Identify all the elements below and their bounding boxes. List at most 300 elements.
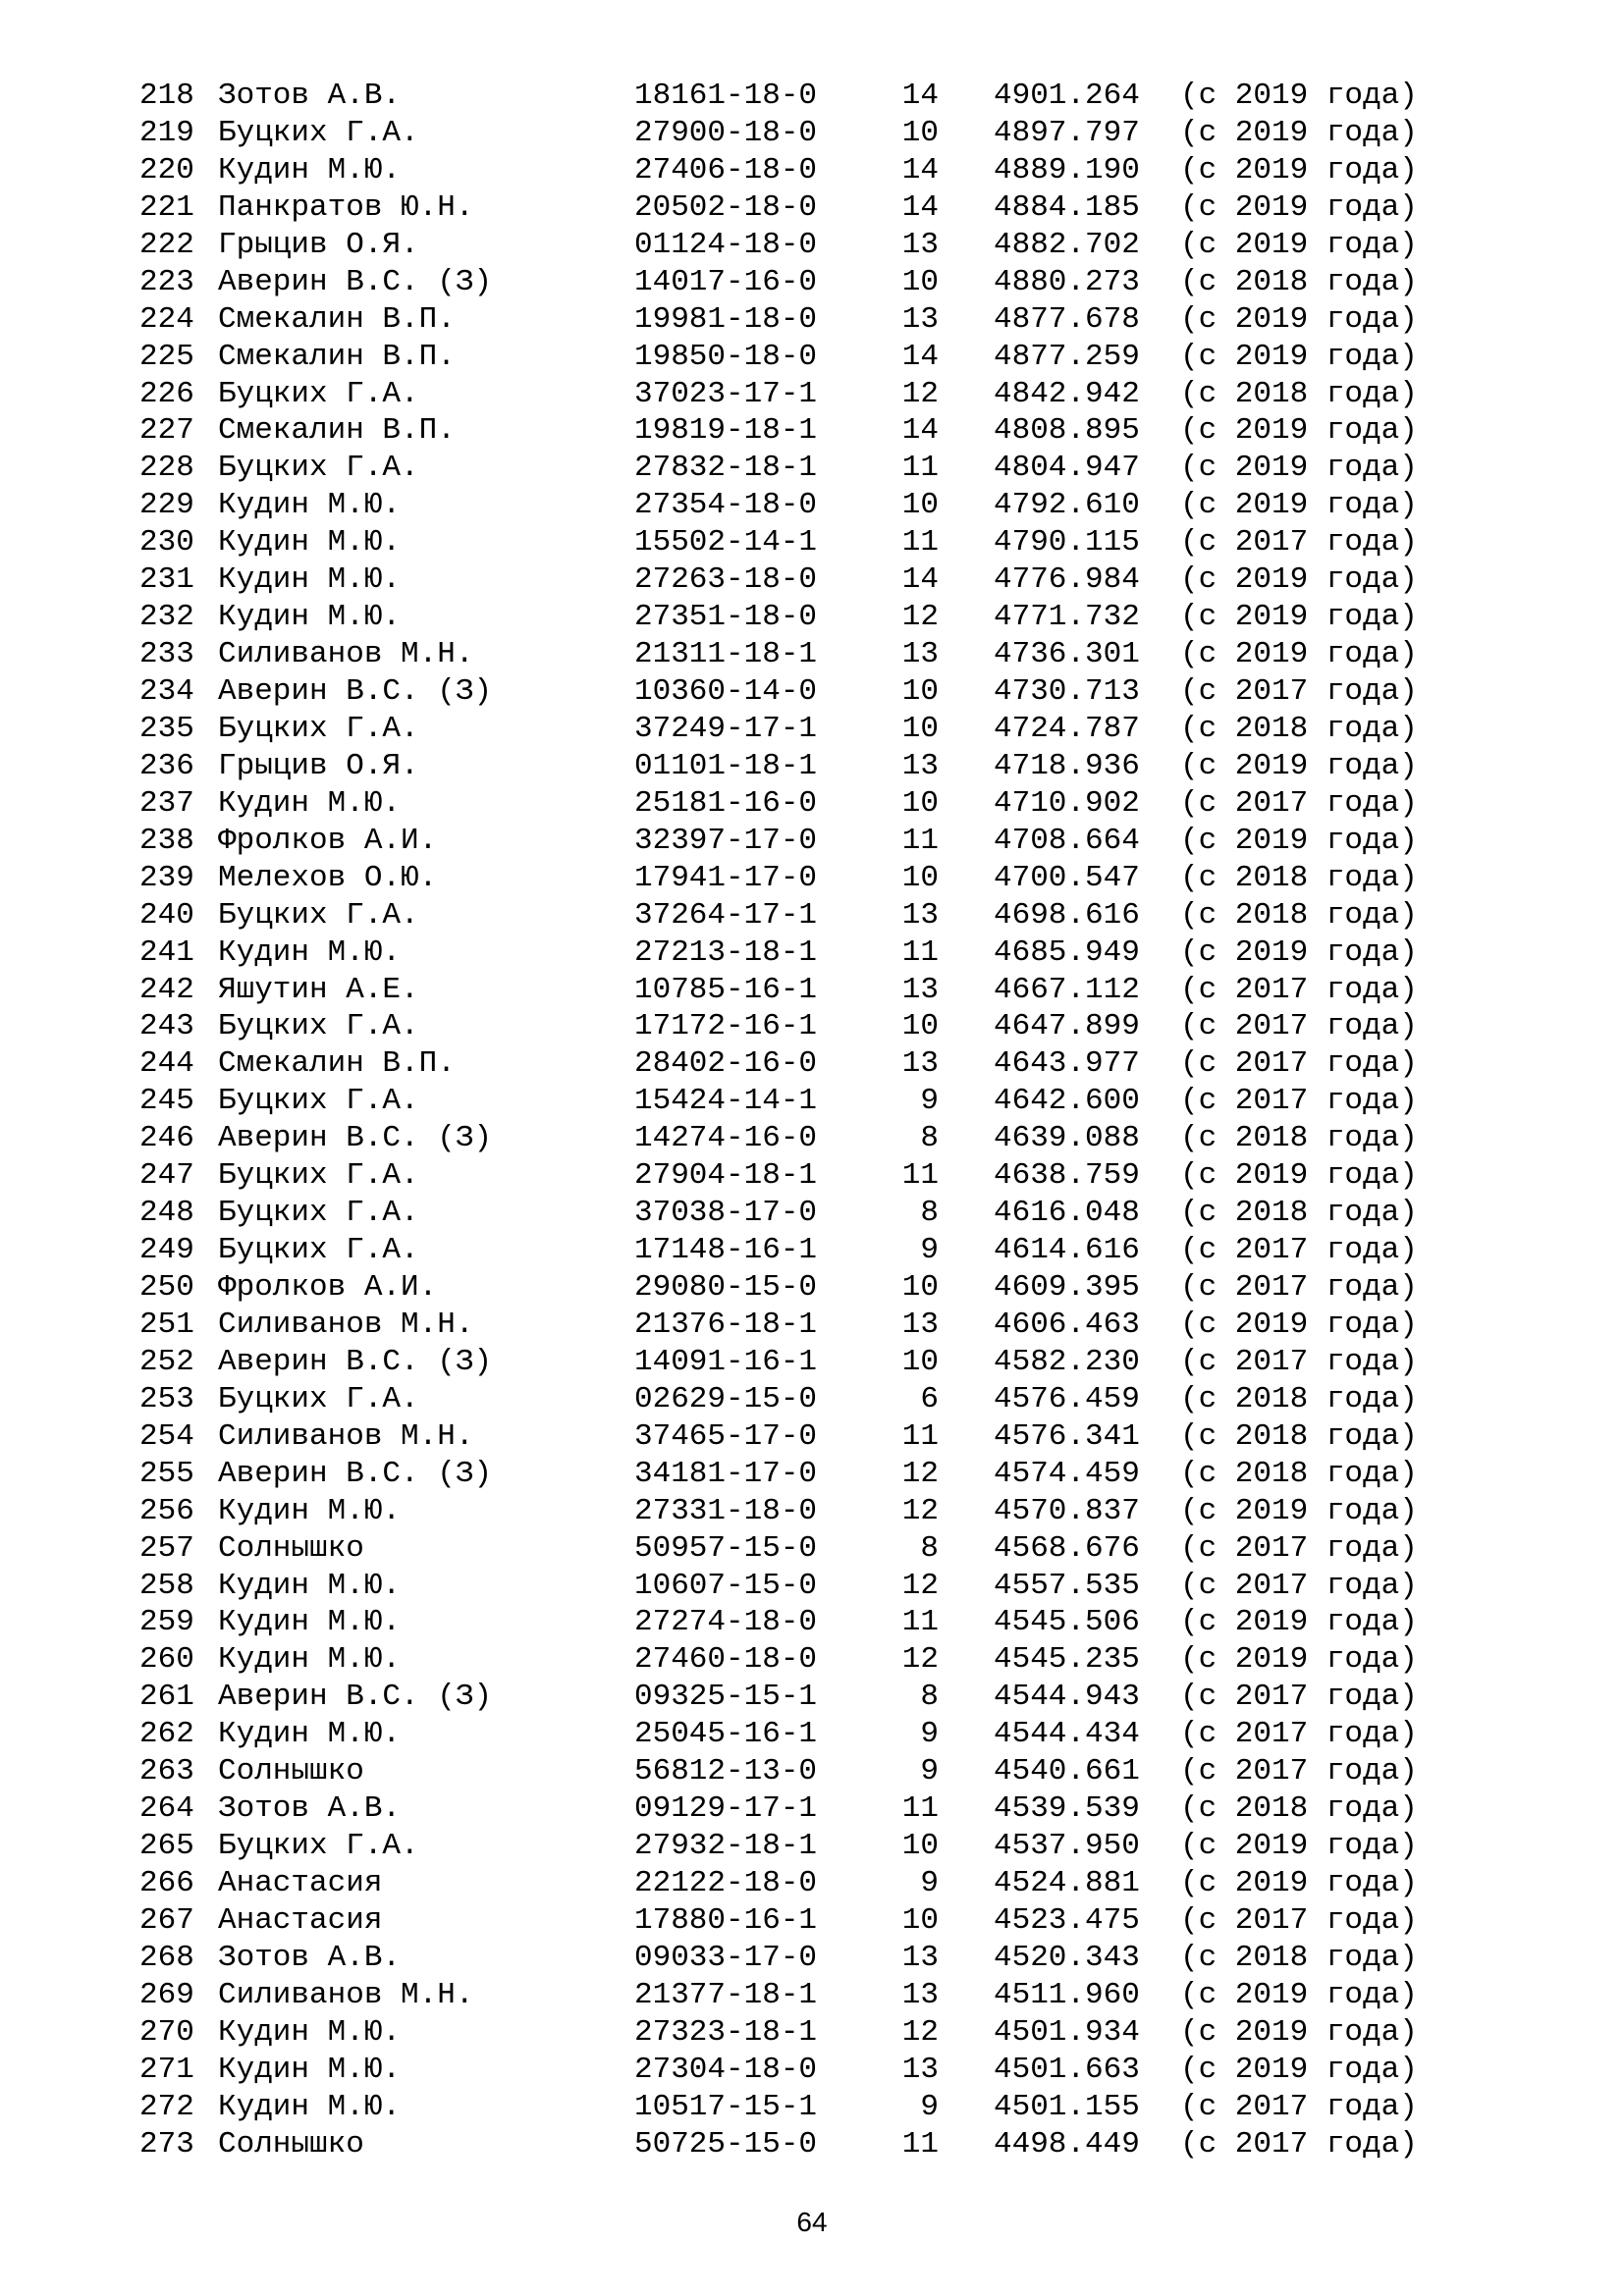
- row-code: 17880-16-1: [634, 1902, 818, 1938]
- row-code: 27406-18-0: [634, 152, 818, 187]
- list-item: [139, 376, 1494, 413]
- row-number: 268: [139, 1940, 194, 1975]
- row-count: 11: [901, 525, 939, 561]
- row-since: (с 2019 года): [1180, 1829, 1418, 1864]
- row-code: 37023-17-1: [634, 376, 818, 411]
- row-score: 4724.787: [994, 711, 1140, 746]
- list-item: [139, 1269, 1494, 1307]
- row-score: 4730.713: [994, 674, 1140, 709]
- list-item: [139, 1307, 1494, 1344]
- row-number: 262: [139, 1717, 194, 1752]
- row-code: 17172-16-1: [634, 1009, 818, 1044]
- row-count: 12: [901, 600, 939, 635]
- row-count: 13: [901, 897, 939, 933]
- row-score: 4638.759: [994, 1158, 1140, 1194]
- row-code: 25045-16-1: [634, 1717, 818, 1752]
- row-since: (с 2019 года): [1180, 637, 1418, 672]
- row-count: 11: [901, 451, 939, 486]
- row-name: Кудин М.Ю.: [218, 934, 402, 970]
- list-item: [139, 1157, 1494, 1195]
- row-count: 13: [901, 301, 939, 337]
- row-since: (с 2019 года): [1180, 1307, 1418, 1342]
- row-number: 233: [139, 637, 194, 672]
- row-code: 56812-13-0: [634, 1754, 818, 1789]
- row-score: 4545.235: [994, 1642, 1140, 1678]
- row-count: 10: [901, 860, 939, 895]
- list-item: [139, 1977, 1494, 2014]
- row-since: (с 2018 года): [1180, 1791, 1418, 1827]
- row-count: 9: [920, 1866, 939, 1900]
- row-count: 11: [901, 934, 939, 970]
- list-item: [139, 972, 1494, 1009]
- row-since: (с 2017 года): [1180, 1754, 1418, 1789]
- row-code: 17148-16-1: [634, 1233, 818, 1268]
- list-item: [139, 1790, 1494, 1828]
- row-score: 4698.616: [994, 897, 1140, 933]
- row-since: (с 2017 года): [1180, 1530, 1418, 1566]
- list-item: [139, 1120, 1494, 1157]
- row-number: 226: [139, 376, 194, 411]
- row-number: 256: [139, 1493, 194, 1528]
- row-code: 19819-18-1: [634, 413, 818, 449]
- row-name: Зотов А.В.: [218, 1940, 402, 1975]
- row-number: 251: [139, 1307, 194, 1342]
- row-number: 225: [139, 339, 194, 374]
- row-score: 4639.088: [994, 1121, 1140, 1156]
- row-since: (с 2017 года): [1180, 1009, 1418, 1044]
- row-code: 02629-15-0: [634, 1381, 818, 1416]
- row-number: 259: [139, 1605, 194, 1640]
- row-score: 4710.902: [994, 785, 1140, 821]
- list-item: [139, 78, 1494, 115]
- row-count: 9: [920, 1754, 939, 1789]
- row-code: 27900-18-0: [634, 115, 818, 150]
- row-count: 10: [901, 1009, 939, 1044]
- row-count: 11: [901, 1791, 939, 1827]
- row-name: Кудин М.Ю.: [218, 525, 402, 561]
- row-number: 269: [139, 1977, 194, 2012]
- row-number: 273: [139, 2126, 194, 2162]
- row-since: (с 2017 года): [1180, 1717, 1418, 1752]
- row-count: 11: [901, 1418, 939, 1454]
- row-number: 238: [139, 823, 194, 858]
- row-since: (с 2019 года): [1180, 600, 1418, 635]
- row-name: Зотов А.В.: [218, 79, 402, 113]
- row-count: 13: [901, 1977, 939, 2012]
- row-number: 253: [139, 1381, 194, 1416]
- row-code: 15502-14-1: [634, 525, 818, 561]
- row-code: 21376-18-1: [634, 1307, 818, 1342]
- row-number: 218: [139, 79, 194, 113]
- row-count: 14: [901, 79, 939, 113]
- row-score: 4557.535: [994, 1568, 1140, 1603]
- ranking-list: [139, 78, 1494, 2163]
- row-number: 257: [139, 1530, 194, 1566]
- row-since: (с 2019 года): [1180, 562, 1418, 598]
- row-name: Солнышко: [218, 1530, 364, 1566]
- row-since: (с 2019 года): [1180, 1642, 1418, 1678]
- row-since: (с 2018 года): [1180, 376, 1418, 411]
- row-count: 10: [901, 1270, 939, 1305]
- row-number: 271: [139, 2052, 194, 2087]
- row-code: 27460-18-0: [634, 1642, 818, 1678]
- row-since: (с 2018 года): [1180, 860, 1418, 895]
- list-item: [139, 711, 1494, 748]
- row-name: Зотов А.В.: [218, 1791, 402, 1827]
- row-score: 4804.947: [994, 451, 1140, 486]
- row-name: Буцких Г.А.: [218, 451, 419, 486]
- row-number: 231: [139, 562, 194, 598]
- row-score: 4901.264: [994, 79, 1140, 113]
- list-item: [139, 2126, 1494, 2163]
- row-code: 34181-17-0: [634, 1456, 818, 1491]
- row-code: 17941-17-0: [634, 860, 818, 895]
- row-code: 25181-16-0: [634, 785, 818, 821]
- row-name: Буцких Г.А.: [218, 897, 419, 933]
- row-code: 27932-18-1: [634, 1829, 818, 1864]
- row-number: 230: [139, 525, 194, 561]
- row-score: 4576.459: [994, 1381, 1140, 1416]
- row-since: (с 2017 года): [1180, 1902, 1418, 1938]
- row-number: 219: [139, 115, 194, 150]
- row-score: 4523.475: [994, 1902, 1140, 1938]
- list-item: [139, 1716, 1494, 1753]
- row-score: 4568.676: [994, 1530, 1140, 1566]
- row-score: 4718.936: [994, 748, 1140, 783]
- row-code: 09325-15-1: [634, 1680, 818, 1715]
- row-score: 4545.506: [994, 1605, 1140, 1640]
- row-name: Кудин М.Ю.: [218, 562, 402, 598]
- row-since: (с 2019 года): [1180, 152, 1418, 187]
- row-number: 254: [139, 1418, 194, 1454]
- row-score: 4520.343: [994, 1940, 1140, 1975]
- list-item: [139, 1083, 1494, 1120]
- row-number: 242: [139, 972, 194, 1007]
- row-code: 37465-17-0: [634, 1418, 818, 1454]
- row-since: (с 2017 года): [1180, 525, 1418, 561]
- page-number: 64: [796, 2207, 828, 2237]
- row-name: Кудин М.Ю.: [218, 2052, 402, 2087]
- row-since: (с 2018 года): [1180, 897, 1418, 933]
- list-item: [139, 636, 1494, 673]
- row-count: 13: [901, 227, 939, 262]
- row-code: 19850-18-0: [634, 339, 818, 374]
- row-number: 243: [139, 1009, 194, 1044]
- row-since: (с 2019 года): [1180, 1977, 1418, 2012]
- row-count: 9: [920, 1717, 939, 1752]
- list-item: [139, 1902, 1494, 1940]
- row-code: 15424-14-1: [634, 1084, 818, 1119]
- row-since: (с 2019 года): [1180, 823, 1418, 858]
- row-code: 27351-18-0: [634, 600, 818, 635]
- row-name: Смекалин В.П.: [218, 339, 456, 374]
- row-code: 27832-18-1: [634, 451, 818, 486]
- row-code: 01124-18-0: [634, 227, 818, 262]
- row-name: Кудин М.Ю.: [218, 1717, 402, 1752]
- row-number: 263: [139, 1754, 194, 1789]
- row-count: 12: [901, 1642, 939, 1678]
- row-code: 27354-18-0: [634, 488, 818, 523]
- row-code: 10607-15-0: [634, 1568, 818, 1603]
- row-number: 265: [139, 1829, 194, 1864]
- row-score: 4524.881: [994, 1866, 1140, 1900]
- row-since: (с 2019 года): [1180, 451, 1418, 486]
- list-item: [139, 673, 1494, 711]
- row-score: 4685.949: [994, 934, 1140, 970]
- row-code: 14274-16-0: [634, 1121, 818, 1156]
- list-item: [139, 487, 1494, 524]
- list-item: [139, 561, 1494, 599]
- row-count: 10: [901, 1829, 939, 1864]
- list-item: [139, 2014, 1494, 2052]
- row-number: 258: [139, 1568, 194, 1603]
- row-code: 28402-16-0: [634, 1046, 818, 1082]
- row-count: 8: [920, 1121, 939, 1156]
- row-name: Смекалин В.П.: [218, 413, 456, 449]
- row-number: 232: [139, 600, 194, 635]
- row-name: Кудин М.Ю.: [218, 2089, 402, 2124]
- row-number: 240: [139, 897, 194, 933]
- row-count: 10: [901, 115, 939, 150]
- row-code: 09033-17-0: [634, 1940, 818, 1975]
- row-number: 246: [139, 1121, 194, 1156]
- row-score: 4880.273: [994, 264, 1140, 299]
- row-since: (с 2019 года): [1180, 189, 1418, 225]
- row-number: 241: [139, 934, 194, 970]
- row-name: Фролков А.И.: [218, 823, 438, 858]
- row-score: 4574.459: [994, 1456, 1140, 1491]
- row-since: (с 2018 года): [1180, 1196, 1418, 1231]
- row-since: (с 2019 года): [1180, 115, 1418, 150]
- list-item: [139, 748, 1494, 785]
- row-since: (с 2019 года): [1180, 301, 1418, 337]
- list-item: [139, 1753, 1494, 1790]
- row-number: 224: [139, 301, 194, 337]
- row-name: Аверин В.С. (З): [218, 1121, 493, 1156]
- row-count: 10: [901, 264, 939, 299]
- list-item: [139, 2052, 1494, 2089]
- row-name: Кудин М.Ю.: [218, 600, 402, 635]
- row-name: Солнышко: [218, 1754, 364, 1789]
- row-number: 239: [139, 860, 194, 895]
- list-item: [139, 450, 1494, 487]
- row-score: 4537.950: [994, 1829, 1140, 1864]
- row-code: 37038-17-0: [634, 1196, 818, 1231]
- row-name: Буцких Г.А.: [218, 711, 419, 746]
- row-since: (с 2017 года): [1180, 1568, 1418, 1603]
- row-code: 29080-15-0: [634, 1270, 818, 1305]
- row-since: (с 2017 года): [1180, 1680, 1418, 1715]
- row-since: (с 2019 года): [1180, 2052, 1418, 2087]
- row-since: (с 2019 года): [1180, 413, 1418, 449]
- list-item: [139, 1195, 1494, 1232]
- row-count: 12: [901, 1493, 939, 1528]
- row-number: 244: [139, 1046, 194, 1082]
- row-code: 37249-17-1: [634, 711, 818, 746]
- row-number: 228: [139, 451, 194, 486]
- row-score: 4501.934: [994, 2014, 1140, 2050]
- row-name: Буцких Г.А.: [218, 1233, 419, 1268]
- list-item: [139, 1679, 1494, 1716]
- row-name: Аверин В.С. (З): [218, 1456, 493, 1491]
- row-count: 11: [901, 1158, 939, 1194]
- list-item: [139, 1008, 1494, 1045]
- row-since: (с 2017 года): [1180, 674, 1418, 709]
- row-score: 4501.663: [994, 2052, 1140, 2087]
- row-number: 248: [139, 1196, 194, 1231]
- row-name: Буцких Г.А.: [218, 1829, 419, 1864]
- list-item: [139, 152, 1494, 189]
- row-code: 14091-16-1: [634, 1344, 818, 1379]
- row-score: 4544.943: [994, 1680, 1140, 1715]
- row-code: 32397-17-0: [634, 823, 818, 858]
- row-name: Смекалин В.П.: [218, 301, 456, 337]
- row-score: 4808.895: [994, 413, 1140, 449]
- row-since: (с 2019 года): [1180, 748, 1418, 783]
- row-name: Грыцив О.Я.: [218, 748, 419, 783]
- row-number: 220: [139, 152, 194, 187]
- list-item: [139, 189, 1494, 227]
- row-score: 4842.942: [994, 376, 1140, 411]
- row-code: 27304-18-0: [634, 2052, 818, 2087]
- row-number: 250: [139, 1270, 194, 1305]
- row-score: 4708.664: [994, 823, 1140, 858]
- row-since: (с 2018 года): [1180, 1940, 1418, 1975]
- row-count: 10: [901, 674, 939, 709]
- row-since: (с 2019 года): [1180, 1605, 1418, 1640]
- row-name: Силиванов М.Н.: [218, 1418, 474, 1454]
- row-count: 12: [901, 376, 939, 411]
- row-count: 6: [920, 1381, 939, 1416]
- list-item: [139, 524, 1494, 561]
- row-count: 12: [901, 1568, 939, 1603]
- row-number: 237: [139, 785, 194, 821]
- row-count: 14: [901, 152, 939, 187]
- row-score: 4609.395: [994, 1270, 1140, 1305]
- row-name: Буцких Г.А.: [218, 1196, 419, 1231]
- list-item: [139, 1232, 1494, 1269]
- row-since: (с 2019 года): [1180, 1866, 1418, 1900]
- list-item: [139, 1641, 1494, 1679]
- row-code: 10517-15-1: [634, 2089, 818, 2124]
- row-number: 270: [139, 2014, 194, 2050]
- row-score: 4647.899: [994, 1009, 1140, 1044]
- row-count: 13: [901, 748, 939, 783]
- row-score: 4771.732: [994, 600, 1140, 635]
- list-item: [139, 227, 1494, 264]
- row-number: 234: [139, 674, 194, 709]
- row-code: 27904-18-1: [634, 1158, 818, 1194]
- row-code: 10360-14-0: [634, 674, 818, 709]
- row-score: 4889.190: [994, 152, 1140, 187]
- row-since: (с 2018 года): [1180, 1121, 1418, 1156]
- list-item: [139, 1381, 1494, 1418]
- row-since: (с 2019 года): [1180, 2014, 1418, 2050]
- row-since: (с 2018 года): [1180, 264, 1418, 299]
- row-since: (с 2018 года): [1180, 1418, 1418, 1454]
- row-count: 14: [901, 339, 939, 374]
- list-item: [139, 2089, 1494, 2126]
- row-score: 4884.185: [994, 189, 1140, 225]
- row-count: 13: [901, 972, 939, 1007]
- list-item: [139, 115, 1494, 152]
- row-since: (с 2017 года): [1180, 1270, 1418, 1305]
- row-name: Силиванов М.Н.: [218, 637, 474, 672]
- row-since: (с 2019 года): [1180, 227, 1418, 262]
- row-since: (с 2017 года): [1180, 1233, 1418, 1268]
- row-name: Аверин В.С. (З): [218, 674, 493, 709]
- list-item: [139, 1530, 1494, 1568]
- list-item: [139, 934, 1494, 972]
- row-since: (с 2017 года): [1180, 785, 1418, 821]
- row-since: (с 2018 года): [1180, 711, 1418, 746]
- row-score: 4667.112: [994, 972, 1140, 1007]
- row-name: Кудин М.Ю.: [218, 1493, 402, 1528]
- row-score: 4511.960: [994, 1977, 1140, 2012]
- list-item: [139, 785, 1494, 823]
- row-score: 4790.115: [994, 525, 1140, 561]
- list-item: [139, 339, 1494, 376]
- list-item: [139, 1045, 1494, 1083]
- row-score: 4643.977: [994, 1046, 1140, 1082]
- row-count: 11: [901, 823, 939, 858]
- row-since: (с 2017 года): [1180, 2089, 1418, 2124]
- row-count: 12: [901, 1456, 939, 1491]
- row-name: Анастасия: [218, 1866, 383, 1900]
- row-code: 01101-18-1: [634, 748, 818, 783]
- row-name: Силиванов М.Н.: [218, 1307, 474, 1342]
- row-name: Буцких Г.А.: [218, 115, 419, 150]
- row-score: 4582.230: [994, 1344, 1140, 1379]
- row-code: 10785-16-1: [634, 972, 818, 1007]
- row-count: 8: [920, 1196, 939, 1231]
- row-since: (с 2019 года): [1180, 1158, 1418, 1194]
- row-number: 245: [139, 1084, 194, 1119]
- row-since: (с 2017 года): [1180, 2126, 1418, 2162]
- row-name: Мелехов О.Ю.: [218, 860, 438, 895]
- row-number: 227: [139, 413, 194, 449]
- row-score: 4897.797: [994, 115, 1140, 150]
- row-code: 27263-18-0: [634, 562, 818, 598]
- list-item: [139, 301, 1494, 339]
- row-count: 14: [901, 189, 939, 225]
- row-count: 13: [901, 1940, 939, 1975]
- row-count: 11: [901, 2126, 939, 2162]
- row-since: (с 2019 года): [1180, 934, 1418, 970]
- list-item: [139, 1493, 1494, 1530]
- row-name: Солнышко: [218, 2126, 364, 2162]
- row-since: (с 2017 года): [1180, 1084, 1418, 1119]
- row-number: 249: [139, 1233, 194, 1268]
- row-number: 255: [139, 1456, 194, 1491]
- list-item: [139, 1828, 1494, 1865]
- row-count: 10: [901, 785, 939, 821]
- row-number: 221: [139, 189, 194, 225]
- row-name: Кудин М.Ю.: [218, 785, 402, 821]
- row-since: (с 2018 года): [1180, 1381, 1418, 1416]
- row-number: 229: [139, 488, 194, 523]
- row-code: 27274-18-0: [634, 1605, 818, 1640]
- row-code: 27213-18-1: [634, 934, 818, 970]
- row-code: 50957-15-0: [634, 1530, 818, 1566]
- list-item: [139, 599, 1494, 636]
- row-score: 4498.449: [994, 2126, 1140, 2162]
- row-score: 4544.434: [994, 1717, 1140, 1752]
- row-name: Силиванов М.Н.: [218, 1977, 474, 2012]
- row-code: 14017-16-0: [634, 264, 818, 299]
- row-name: Смекалин В.П.: [218, 1046, 456, 1082]
- row-code: 18161-18-0: [634, 79, 818, 113]
